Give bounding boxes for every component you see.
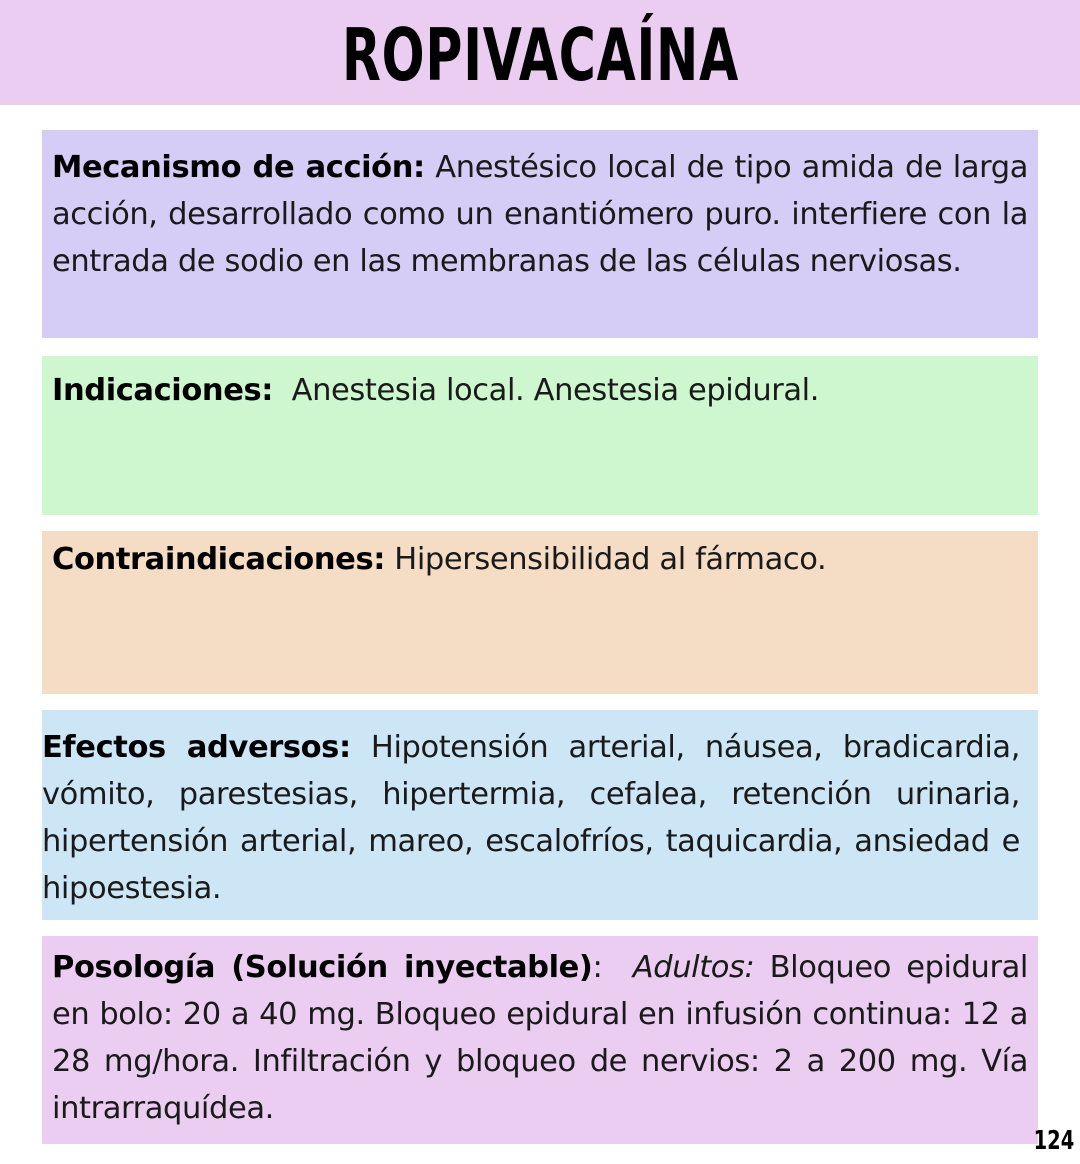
title-bar xyxy=(0,0,1080,105)
efectos-section xyxy=(42,710,1038,920)
posologia-label: Posología (Solución inyectable) xyxy=(52,950,593,985)
indicaciones-section xyxy=(42,356,1038,515)
indicaciones-paragraph xyxy=(52,367,1028,414)
efectos-text: Hipotensión arterial, náusea, bradicardia, vómito, parestesias, hipertermia, cefalea, retención urinaria, hipertensión arterial, mareo, escalofríos, taquicardia, ansiedad e hipoestesia. xyxy=(42,730,1021,906)
contraindicaciones-section xyxy=(42,531,1038,694)
page-title: ROPIVACAÍNA xyxy=(341,12,739,97)
page-number: 124 xyxy=(1033,1126,1074,1156)
efectos-paragraph xyxy=(42,724,1020,912)
posologia-section xyxy=(42,936,1038,1144)
contraindicaciones-paragraph xyxy=(52,536,1028,583)
posologia-paragraph xyxy=(52,944,1028,1132)
posologia-text: Bloqueo epidural en bolo: 20 a 40 mg. Bloqueo epidural en infusión continua: 12 a 28 mg/hora. Infiltración y bloqueo de nervios: 2 a 200 mg. Vía intrarraquídea. xyxy=(52,950,1028,1126)
mecanismo-paragraph xyxy=(52,144,1028,285)
contraindicaciones-label: Contraindicaciones: xyxy=(52,542,386,577)
mecanismo-text: Anestésico local de tipo amida de larga acción, desarrollado como un enantiómero puro. interfiere con la entrada de sodio en las membranas de las células nerviosas. xyxy=(52,150,1028,279)
posologia-adultos-label: Adultos: xyxy=(632,950,755,985)
mecanismo-label: Mecanismo de acción: xyxy=(52,150,425,185)
indicaciones-label: Indicaciones: xyxy=(52,373,274,408)
indicaciones-text: Anestesia local. Anestesia epidural. xyxy=(273,373,820,408)
efectos-label: Efectos adversos: xyxy=(42,730,351,765)
posologia-colon: : xyxy=(592,950,633,985)
contraindicaciones-text: Hipersensibilidad al fármaco. xyxy=(385,542,827,577)
mecanismo-section xyxy=(42,130,1038,338)
